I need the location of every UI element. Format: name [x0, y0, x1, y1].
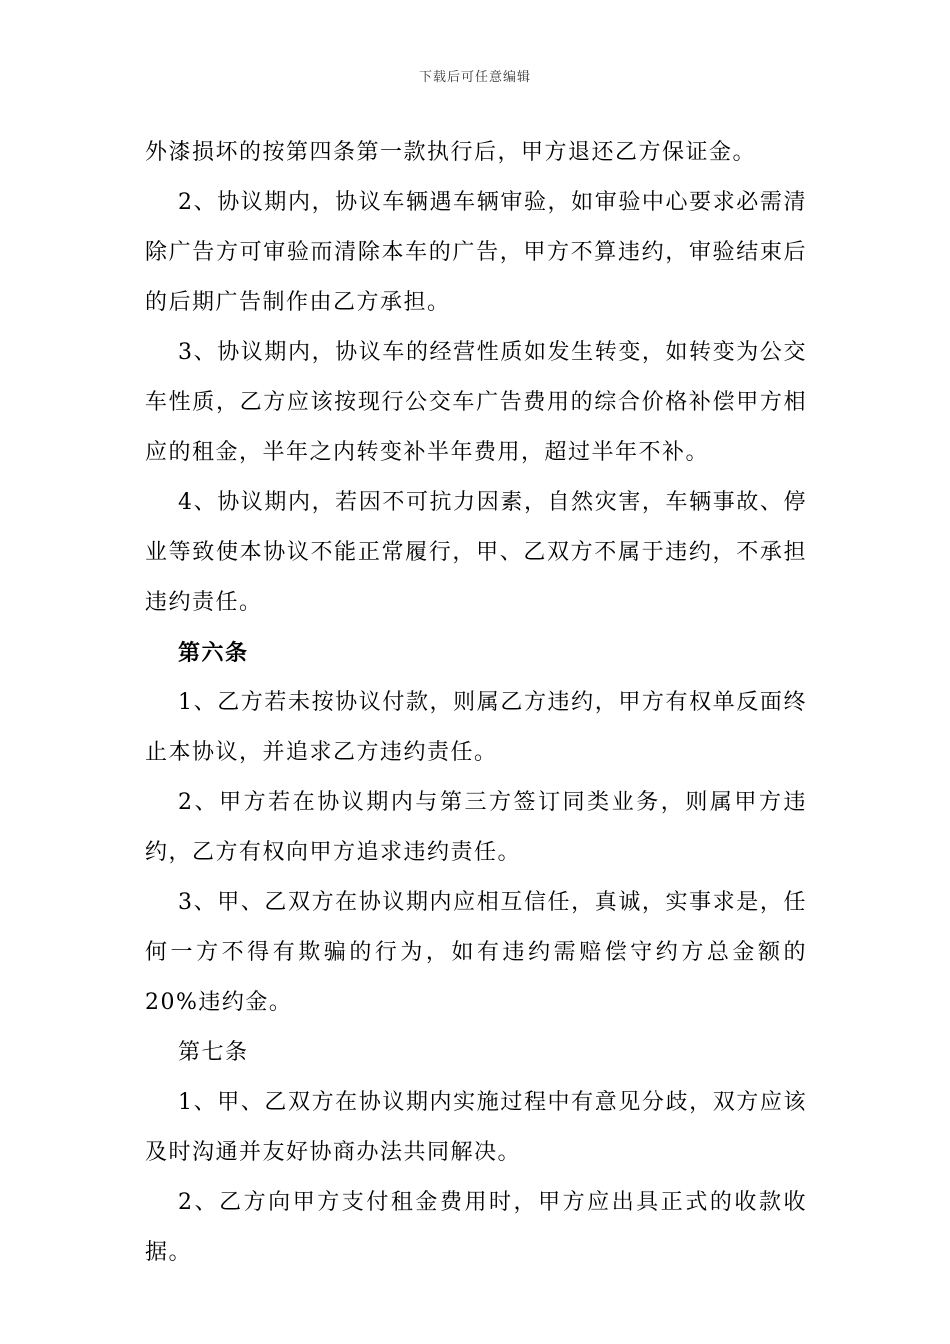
document-body	[145, 128, 807, 1278]
paragraph-continuation: 外漆损坏的按第四条第一款执行后，甲方退还乙方保证金。	[145, 140, 757, 165]
article-6-item-2: 2、甲方若在协议期内与第三方签订同类业务，则属甲方违约，乙方有权向甲方追求违约责任。	[145, 790, 807, 865]
article-6-heading: 第六条	[178, 640, 249, 666]
clause-5-item-4: 4、协议期内，若因不可抗力因素，自然灾害，车辆事故、停业等致使本协议不能正常履行，甲、乙双方不属于违约，不承担违约责任。	[145, 490, 807, 615]
clause-5-item-3: 3、协议期内，协议车的经营性质如发生转变，如转变为公交车性质，乙方应该按现行公交车广告费用的综合价格补偿甲方相应的租金，半年之内转变补半年费用，超过半年不补。	[145, 340, 807, 465]
article-6-item-1: 1、乙方若未按协议付款，则属乙方违约，甲方有权单反面终止本协议，并追求乙方违约责任。	[145, 690, 807, 765]
article-6-item-3: 3、甲、乙双方在协议期内应相互信任，真诚，实事求是，任何一方不得有欺骗的行为，如有违约需赔偿守约方总金额的20%违约金。	[145, 890, 807, 1015]
clause-5-item-2: 2、协议期内，协议车辆遇车辆审验，如审验中心要求必需清除广告方可审验而清除本车的广告，甲方不算违约，审验结束后的后期广告制作由乙方承担。	[145, 190, 807, 315]
article-7-heading: 第七条	[178, 1040, 249, 1065]
article-7-item-2: 2、乙方向甲方支付租金费用时，甲方应出具正式的收款收据。	[145, 1190, 807, 1265]
article-7-item-1: 1、甲、乙双方在协议期内实施过程中有意见分歧，双方应该及时沟通并友好协商办法共同解决。	[145, 1090, 807, 1165]
page-header: 下载后可任意编辑	[418, 70, 531, 85]
